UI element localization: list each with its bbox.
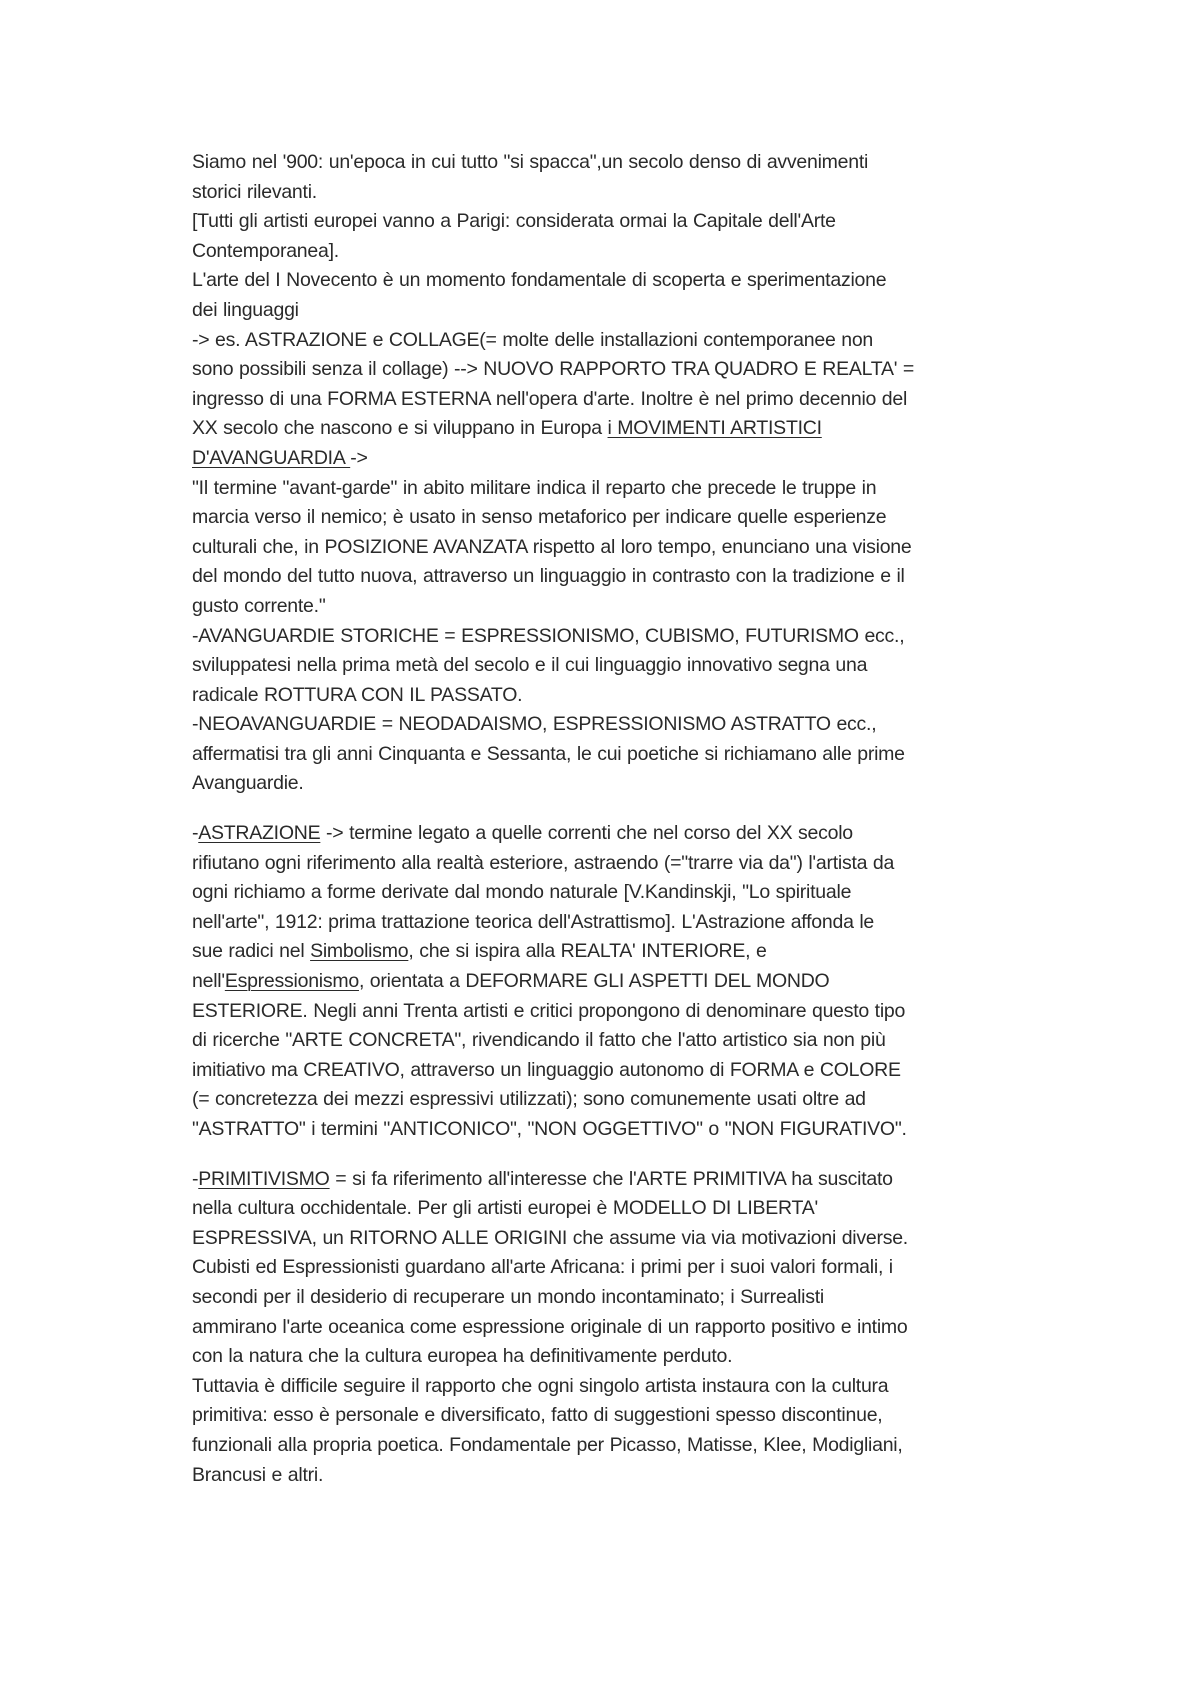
underlined-term-primitivismo: PRIMITIVISMO	[198, 1167, 330, 1190]
text-line: (= concretezza dei mezzi espressivi utilizzati); sono comunemente usati oltre ad	[192, 1088, 866, 1111]
text-line: -AVANGUARDIE STORICHE = ESPRESSIONISMO, CUBISMO, FUTURISMO ecc.,	[192, 624, 905, 647]
text-segment: ->	[350, 446, 368, 469]
text-line: nella cultura occhidentale. Per gli artisti europei è MODELLO DI LIBERTA'	[192, 1197, 818, 1220]
text-line: Contemporanea].	[192, 239, 339, 262]
underlined-term-avanguardia: D'AVANGUARDIA	[192, 446, 351, 469]
text-line: di ricerche "ARTE CONCRETA", rivendicando il fatto che l'atto artistico sia non più	[192, 1029, 886, 1052]
text-line: Tuttavia è difficile seguire il rapporto che ogni singolo artista instaura con la cultura	[192, 1374, 889, 1397]
text-line: ingresso di una FORMA ESTERNA nell'opera d'arte. Inoltre è nel primo decennio del	[192, 387, 908, 410]
text-line: gusto corrente."	[192, 594, 326, 617]
text-line: affermatisi tra gli anni Cinquanta e Sessanta, le cui poetiche si richiamano alle prime	[192, 742, 905, 765]
text-line: Brancusi e altri.	[192, 1463, 324, 1486]
text-line: sviluppatesi nella prima metà del secolo e il cui linguaggio innovativo segna una	[192, 654, 868, 677]
text-line: con la natura che la cultura europea ha definitivamente perduto.	[192, 1345, 733, 1368]
text-line: funzionali alla propria poetica. Fondamentale per Picasso, Matisse, Klee, Modigliani,	[192, 1433, 903, 1456]
text-line: "Il termine "avant-garde" in abito militare indica il reparto che precede le truppe in	[192, 476, 877, 499]
text-line: del mondo del tutto nuova, attraverso un linguaggio in contrasto con la tradizione e il	[192, 565, 905, 588]
text-segment: XX secolo che nascono e si viluppano in Europa	[192, 417, 608, 440]
text-line: culturali che, in POSIZIONE AVANZATA rispetto al loro tempo, enunciano una visione	[192, 535, 912, 558]
text-segment: nell'	[192, 970, 225, 993]
text-line	[192, 819, 1032, 849]
text-segment: -	[192, 822, 199, 845]
text-line: primitiva: esso è personale e diversificato, fatto di suggestioni spesso discontinue,	[192, 1404, 883, 1427]
text-segment: -	[192, 1167, 199, 1190]
text-line: marcia verso il nemico; è usato in senso metaforico per indicare quelle esperienze	[192, 506, 887, 529]
text-segment: = si fa riferimento all'interesse che l'ARTE PRIMITIVA ha suscitato	[329, 1167, 893, 1190]
text-line: ogni richiamo a forme derivate dal mondo naturale [V.Kandinskji, "Lo spirituale	[192, 881, 852, 904]
text-line: imitiativo ma CREATIVO, attraverso un linguaggio autonomo di FORMA e COLORE	[192, 1058, 901, 1081]
text-line: ESTERIORE. Negli anni Trenta artisti e critici propongono di denominare questo tipo	[192, 999, 906, 1022]
text-line: ammirano l'arte oceanica come espressione originale di un rapporto positivo e intimo	[192, 1315, 908, 1338]
text-line: ESPRESSIVA, un RITORNO ALLE ORIGINI che assume via via motivazioni diverse.	[192, 1226, 908, 1249]
text-line: -NEOAVANGUARDIE = NEODADAISMO, ESPRESSIONISMO ASTRATTO ecc.,	[192, 713, 877, 736]
underlined-term-astrazione: ASTRAZIONE	[198, 822, 321, 845]
text-line: rifiutano ogni riferimento alla realtà esteriore, astraendo (="trarre via da") l'artista da	[192, 851, 895, 874]
text-line: Siamo nel '900: un'epoca in cui tutto "si spacca",un secolo denso di avvenimenti	[192, 151, 869, 173]
text-line: Cubisti ed Espressionisti guardano all'arte Africana: i primi per i suoi valori formali, i	[192, 1256, 893, 1279]
text-line	[192, 444, 1032, 474]
underlined-term-simbolismo: Simbolismo	[310, 940, 409, 963]
text-line: -> es. ASTRAZIONE e COLLAGE(= molte delle installazioni contemporanee non	[192, 328, 874, 351]
paragraph-primitivismo	[192, 1165, 1032, 1491]
text-line: nell'arte", 1912: prima trattazione teorica dell'Astrattismo]. L'Astrazione affonda le	[192, 910, 875, 933]
text-line: secondi per il desiderio di recuperare un mondo incontaminato; i Surrealisti	[192, 1285, 825, 1308]
text-line: Avanguardie.	[192, 772, 304, 795]
text-line	[192, 967, 1032, 997]
paragraph-astrazione	[192, 819, 1032, 1145]
text-line: radicale ROTTURA CON IL PASSATO.	[192, 683, 523, 706]
text-segment: sue radici nel	[192, 940, 311, 963]
text-line: dei linguaggi	[192, 298, 299, 321]
underlined-term-movimenti: i MOVIMENTI ARTISTICI	[607, 417, 822, 440]
text-line: "ASTRATTO" i termini "ANTICONICO", "NON OGGETTIVO" o "NON FIGURATIVO".	[192, 1118, 907, 1140]
text-line: L'arte del I Novecento è un momento fondamentale di scoperta e sperimentazione	[192, 269, 887, 292]
text-segment: , orientata a DEFORMARE GLI ASPETTI DEL MONDO	[358, 970, 830, 993]
underlined-term-espressionismo: Espressionismo	[224, 970, 359, 993]
text-line	[192, 414, 1032, 444]
text-line: sono possibili senza il collage) --> NUOVO RAPPORTO TRA QUADRO E REALTA' =	[192, 358, 914, 381]
text-segment: , che si ispira alla REALTA' INTERIORE, e	[408, 940, 767, 963]
text-line	[192, 1165, 1032, 1195]
text-line	[192, 937, 1032, 967]
paragraph-intro	[192, 148, 1032, 799]
text-line: [Tutti gli artisti europei vanno a Parigi: considerata ormai la Capitale dell'Arte	[192, 210, 836, 233]
text-segment: -> termine legato a quelle correnti che nel corso del XX secolo	[320, 822, 853, 845]
document-body	[192, 148, 1032, 1490]
text-line: storici rilevanti.	[192, 180, 317, 203]
